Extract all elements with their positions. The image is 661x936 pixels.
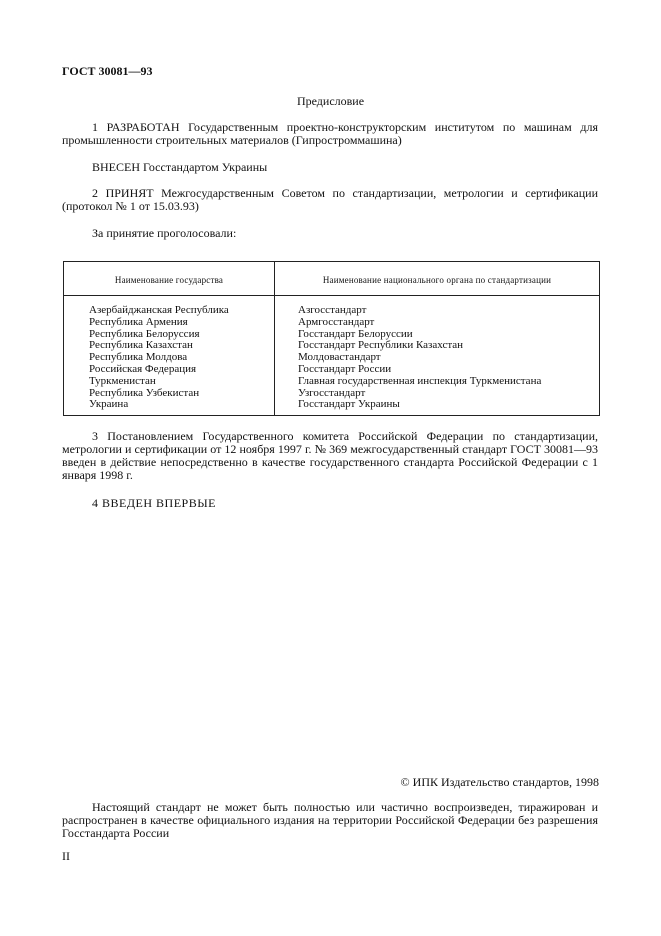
table-row-body: Молдовастандарт	[298, 351, 381, 364]
table-row-body: Госстандарт Украины	[298, 398, 400, 411]
table-row-state: Республика Белоруссия	[89, 327, 200, 340]
col-state-header: Наименование государства	[114, 275, 224, 285]
table-row-state: Республика Казахстан	[89, 339, 193, 352]
table-row-state: Республика Молдова	[89, 351, 188, 364]
table-row-state: Украина	[89, 398, 129, 411]
item-2-adopted: 2 ПРИНЯТ Межгосударственным Советом по стандартизации, метрологии и сертификации (протокол № 1 от 15.03.93)	[62, 186, 598, 213]
introduced-by: ВНЕСЕН Госстандартом Украины	[92, 160, 268, 174]
table-row-state: Туркменистан	[89, 374, 156, 387]
preface-title: Предисловие	[296, 94, 365, 108]
table-row-body: Госстандарт России	[298, 362, 392, 375]
table-row-state: Республика Узбекистан	[89, 386, 200, 399]
table-row-body: Узгосстандарт	[298, 386, 366, 399]
header-divider	[64, 295, 599, 296]
page-number: II	[62, 849, 70, 863]
table-row-body: Госстандарт Белоруссии	[298, 327, 413, 340]
item-1-developed: 1 РАЗРАБОТАН Государственным проектно-конструкторским институтом по машинам для промышленности строительных материалов (Гипростроммашина)	[62, 120, 598, 147]
table-row-body: Главная государственная инспекция Туркменистана	[298, 374, 542, 387]
doc-code: ГОСТ 30081—93	[62, 64, 153, 78]
table-row-body: Армгосстандарт	[298, 315, 375, 328]
table-row-state: Российская Федерация	[89, 362, 197, 375]
table-row-state: Азербайджанская Республика	[89, 304, 229, 316]
copyright-line: © ИПК Издательство стандартов, 1998	[400, 775, 599, 789]
standards-body-list	[298, 305, 541, 411]
reproduction-notice: Настоящий стандарт не может быть полностью или частично воспроизведен, тиражирован и распространен в качестве официального издания на территории Российской Федерации без разрешения Госстандарта России	[62, 800, 598, 840]
member-states-table	[63, 261, 600, 416]
item-3-enacted: 3 Постановлением Государственного комитета Российской Федерации по стандартизации, метрологии и сертификации от 12 ноября 1997 г. № 369 межгосударственный стандарт ГОСТ 30081—93 введен в действие непосредственно в качестве государственного стандарта Российской Федерации с 1 января 1998 г.	[62, 429, 598, 482]
table-row-body: Госстандарт Республики Казахстан	[298, 339, 464, 352]
voted-intro: За принятие проголосовали:	[92, 226, 237, 240]
table-row-body: Азгосстандарт	[298, 304, 367, 316]
table-row-state: Республика Армения	[89, 315, 188, 328]
col-body-header: Наименование национального органа по стандартизации	[322, 275, 552, 285]
item-4-first-introduced: 4 ВВЕДЕН ВПЕРВЫЕ	[92, 496, 216, 510]
state-list	[89, 305, 229, 411]
